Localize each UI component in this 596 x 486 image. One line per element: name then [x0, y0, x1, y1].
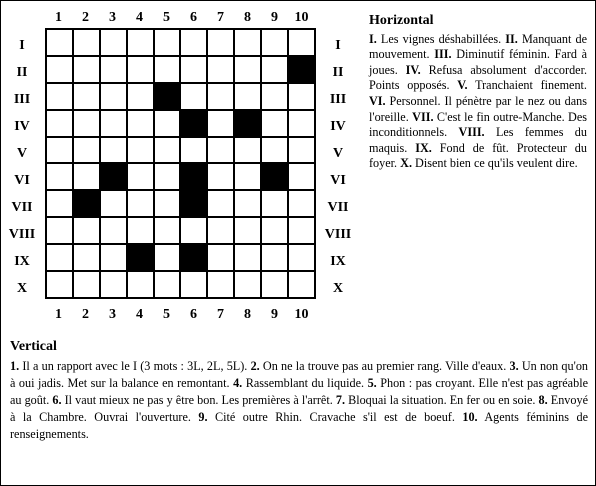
black-cell: [155, 84, 182, 111]
vertical-clues: [10, 338, 588, 443]
grid-cell[interactable]: [235, 245, 262, 272]
grid-cell[interactable]: [235, 30, 262, 57]
grid-cell[interactable]: [128, 164, 155, 191]
grid-cell[interactable]: [74, 164, 101, 191]
clue-text: Tranchaient finement.: [467, 78, 587, 93]
grid-cell[interactable]: [101, 57, 128, 84]
grid-cell[interactable]: [289, 164, 316, 191]
grid-cell[interactable]: [101, 138, 128, 165]
clue-number: III.: [434, 47, 452, 62]
column-number: 7: [217, 10, 224, 25]
row-number: VI: [14, 173, 30, 188]
grid-cell[interactable]: [155, 30, 182, 57]
grid-cell[interactable]: [208, 111, 235, 138]
grid-cell[interactable]: [155, 57, 182, 84]
grid-cell[interactable]: [262, 245, 289, 272]
clue-text: Fond de fût. Protecteur du foyer.: [369, 140, 587, 171]
grid-cell[interactable]: [47, 272, 74, 299]
clue-number: 5.: [367, 376, 377, 390]
column-number: 2: [82, 10, 89, 25]
grid-cell[interactable]: [47, 57, 74, 84]
clue-text: Manquant de mouvement.: [369, 31, 587, 62]
clue-number: V.: [457, 78, 468, 93]
clue-text: Il vaut mieux ne pas y être bon. Les premières à l'arrêt.: [61, 393, 336, 407]
grid-cell[interactable]: [208, 245, 235, 272]
row-number: VIII: [324, 227, 352, 242]
horizontal-clue-text: [369, 32, 587, 172]
grid-cell[interactable]: [128, 272, 155, 299]
grid-cell[interactable]: [101, 111, 128, 138]
grid-cell[interactable]: [181, 138, 208, 165]
column-number: 7: [217, 307, 224, 322]
clue-text: Disent bien ce qu'ils veulent dire.: [412, 156, 578, 171]
row-number: IX: [14, 254, 30, 269]
grid-cell[interactable]: [181, 30, 208, 57]
grid-cell[interactable]: [74, 218, 101, 245]
grid-cell[interactable]: [101, 191, 128, 218]
black-cell: [181, 164, 208, 191]
grid-cell[interactable]: [155, 191, 182, 218]
clue-number: 9.: [198, 410, 208, 424]
grid-cell[interactable]: [101, 245, 128, 272]
grid-cell[interactable]: [74, 57, 101, 84]
grid-cell[interactable]: [47, 218, 74, 245]
row-number: II: [332, 65, 344, 80]
column-number: 3: [109, 307, 116, 322]
grid-cell[interactable]: [208, 272, 235, 299]
grid-cell[interactable]: [155, 138, 182, 165]
black-cell: [128, 245, 155, 272]
column-number: 9: [271, 10, 278, 25]
grid-cell[interactable]: [289, 138, 316, 165]
row-number: V: [332, 146, 344, 161]
grid-cell[interactable]: [128, 57, 155, 84]
clue-text: Cité outre Rhin. Cravache s'il est de boeuf.: [207, 410, 463, 424]
grid-cell[interactable]: [128, 138, 155, 165]
grid-cell[interactable]: [128, 218, 155, 245]
clue-number: 4.: [233, 376, 243, 390]
column-number: 8: [244, 307, 251, 322]
grid-cell[interactable]: [128, 191, 155, 218]
grid-cell[interactable]: [181, 218, 208, 245]
row-number: VII: [327, 200, 349, 215]
column-number: 10: [294, 307, 309, 322]
clue-number: VII.: [412, 109, 434, 124]
grid-cell[interactable]: [262, 138, 289, 165]
clue-number: IX.: [415, 140, 432, 155]
grid-cell[interactable]: [181, 57, 208, 84]
clue-number: 7.: [335, 393, 345, 407]
grid-cell[interactable]: [235, 84, 262, 111]
grid-cell[interactable]: [128, 111, 155, 138]
clue-text: Il a un rapport avec le I (3 mots : 3L, 2L, 5L).: [19, 359, 251, 373]
clue-number: 8.: [538, 393, 548, 407]
column-number: 6: [190, 10, 197, 25]
grid-cell[interactable]: [47, 30, 74, 57]
column-number: 9: [271, 307, 278, 322]
column-number: 8: [244, 10, 251, 25]
grid-cell[interactable]: [101, 218, 128, 245]
grid-cell[interactable]: [101, 84, 128, 111]
grid-cell[interactable]: [208, 84, 235, 111]
column-number: 3: [109, 10, 116, 25]
row-number: III: [329, 92, 347, 107]
grid-cell[interactable]: [262, 272, 289, 299]
grid-cell[interactable]: [289, 245, 316, 272]
black-cell: [262, 164, 289, 191]
row-number: IV: [14, 119, 30, 134]
clue-number: 2.: [250, 359, 260, 373]
clue-text: On ne la trouve pas au premier rang. Ville d'eaux.: [259, 359, 510, 373]
clue-number: X.: [400, 156, 412, 171]
clue-text: Envoyé à la Chambre. Ouvrai l'ouverture.: [10, 393, 588, 424]
grid-cell[interactable]: [235, 218, 262, 245]
grid-cell[interactable]: [74, 245, 101, 272]
grid-cell[interactable]: [74, 111, 101, 138]
black-cell: [181, 191, 208, 218]
grid-cell[interactable]: [289, 111, 316, 138]
grid-cell[interactable]: [181, 84, 208, 111]
column-number: 4: [136, 10, 143, 25]
clue-number: 1.: [10, 359, 20, 373]
grid-cell[interactable]: [47, 111, 74, 138]
column-number: 5: [163, 307, 170, 322]
grid-cell[interactable]: [155, 218, 182, 245]
grid-cell[interactable]: [289, 84, 316, 111]
grid-cell[interactable]: [208, 164, 235, 191]
clue-text: C'est le fin outre-Manche. Des inconditionnels.: [369, 109, 587, 140]
row-number: I: [19, 38, 25, 53]
grid-cell[interactable]: [289, 191, 316, 218]
column-number: 5: [163, 10, 170, 25]
clue-number: 10.: [462, 410, 478, 424]
clue-text: Agents féminins de renseignements.: [10, 410, 588, 441]
clue-number: IV.: [405, 62, 421, 77]
clue-text: Personnel. Il pénètre par le nez ou dans l'oreille.: [369, 93, 587, 124]
column-number: 1: [55, 307, 62, 322]
grid-cell[interactable]: [128, 84, 155, 111]
grid-cell[interactable]: [74, 84, 101, 111]
grid-cell[interactable]: [262, 84, 289, 111]
clue-text: Un non qu'on à oui jadis. Met sur la balance en remontant.: [10, 359, 589, 390]
grid-cell[interactable]: [74, 272, 101, 299]
column-number: 10: [294, 10, 309, 25]
grid-cell[interactable]: [235, 272, 262, 299]
clue-text: Refusa absolument d'accorder. Points opposés.: [369, 62, 588, 93]
grid-cell[interactable]: [208, 138, 235, 165]
grid-cell[interactable]: [155, 111, 182, 138]
grid-cell[interactable]: [289, 272, 316, 299]
column-number: 4: [136, 307, 143, 322]
clue-number: VIII.: [458, 125, 485, 140]
black-cell: [181, 245, 208, 272]
black-cell: [74, 191, 101, 218]
horizontal-clues: [369, 13, 587, 172]
column-number: 6: [190, 307, 197, 322]
row-number: X: [332, 281, 344, 296]
horizontal-title: Horizontal: [369, 13, 434, 28]
row-number: IV: [330, 119, 346, 134]
row-number: X: [16, 281, 28, 296]
grid-cell[interactable]: [155, 245, 182, 272]
crossword-grid: [45, 28, 316, 299]
grid-cell[interactable]: [208, 218, 235, 245]
row-number: VI: [330, 173, 346, 188]
vertical-title: Vertical: [10, 339, 57, 354]
grid-cell[interactable]: [47, 191, 74, 218]
grid-cell[interactable]: [208, 57, 235, 84]
grid-cell[interactable]: [101, 30, 128, 57]
row-number: IX: [330, 254, 346, 269]
row-number: II: [16, 65, 28, 80]
grid-cell[interactable]: [101, 272, 128, 299]
clue-text: Diminutif féminin. Fard à joues.: [369, 47, 587, 77]
grid-cell[interactable]: [74, 30, 101, 57]
clue-number: II.: [505, 31, 518, 46]
grid-cell[interactable]: [289, 30, 316, 57]
grid-cell[interactable]: [262, 191, 289, 218]
grid-cell[interactable]: [262, 30, 289, 57]
row-number: V: [16, 146, 28, 161]
grid-cell[interactable]: [235, 138, 262, 165]
grid-cell[interactable]: [235, 164, 262, 191]
row-number: I: [335, 38, 341, 53]
clue-number: VI.: [369, 93, 386, 108]
grid-cell[interactable]: [47, 84, 74, 111]
row-number: VIII: [8, 227, 36, 242]
grid-cell[interactable]: [262, 218, 289, 245]
row-number: III: [13, 92, 31, 107]
grid-cell[interactable]: [47, 138, 74, 165]
clue-number: I.: [369, 31, 377, 46]
grid-cell[interactable]: [47, 164, 74, 191]
clue-text: Les vignes déshabillées.: [376, 31, 506, 46]
black-cell: [181, 111, 208, 138]
grid-cell[interactable]: [208, 30, 235, 57]
column-number: 1: [55, 10, 62, 25]
grid-cell[interactable]: [155, 164, 182, 191]
black-cell: [289, 57, 316, 84]
black-cell: [235, 111, 262, 138]
grid-cell[interactable]: [208, 191, 235, 218]
vertical-clue-text: [10, 358, 588, 443]
row-number: VII: [11, 200, 33, 215]
grid-cell[interactable]: [235, 57, 262, 84]
clue-number: 6.: [52, 393, 62, 407]
grid-cell[interactable]: [289, 218, 316, 245]
column-number: 2: [82, 307, 89, 322]
grid-cell[interactable]: [155, 272, 182, 299]
grid-cell[interactable]: [181, 272, 208, 299]
grid-cell[interactable]: [262, 57, 289, 84]
grid-cell[interactable]: [128, 30, 155, 57]
clue-text: Phon : pas croyant. Elle n'est pas agréable au goût.: [10, 376, 588, 407]
grid-cell[interactable]: [74, 138, 101, 165]
clue-text: Rassemblant du liquide.: [242, 376, 368, 390]
grid-cell[interactable]: [262, 111, 289, 138]
clue-number: 3.: [509, 359, 519, 373]
black-cell: [101, 164, 128, 191]
clue-text: Bloquai la situation. En fer ou en soie.: [345, 393, 539, 407]
grid-cell[interactable]: [235, 191, 262, 218]
clue-text: Les femmes du maquis.: [369, 125, 587, 155]
grid-cell[interactable]: [47, 245, 74, 272]
